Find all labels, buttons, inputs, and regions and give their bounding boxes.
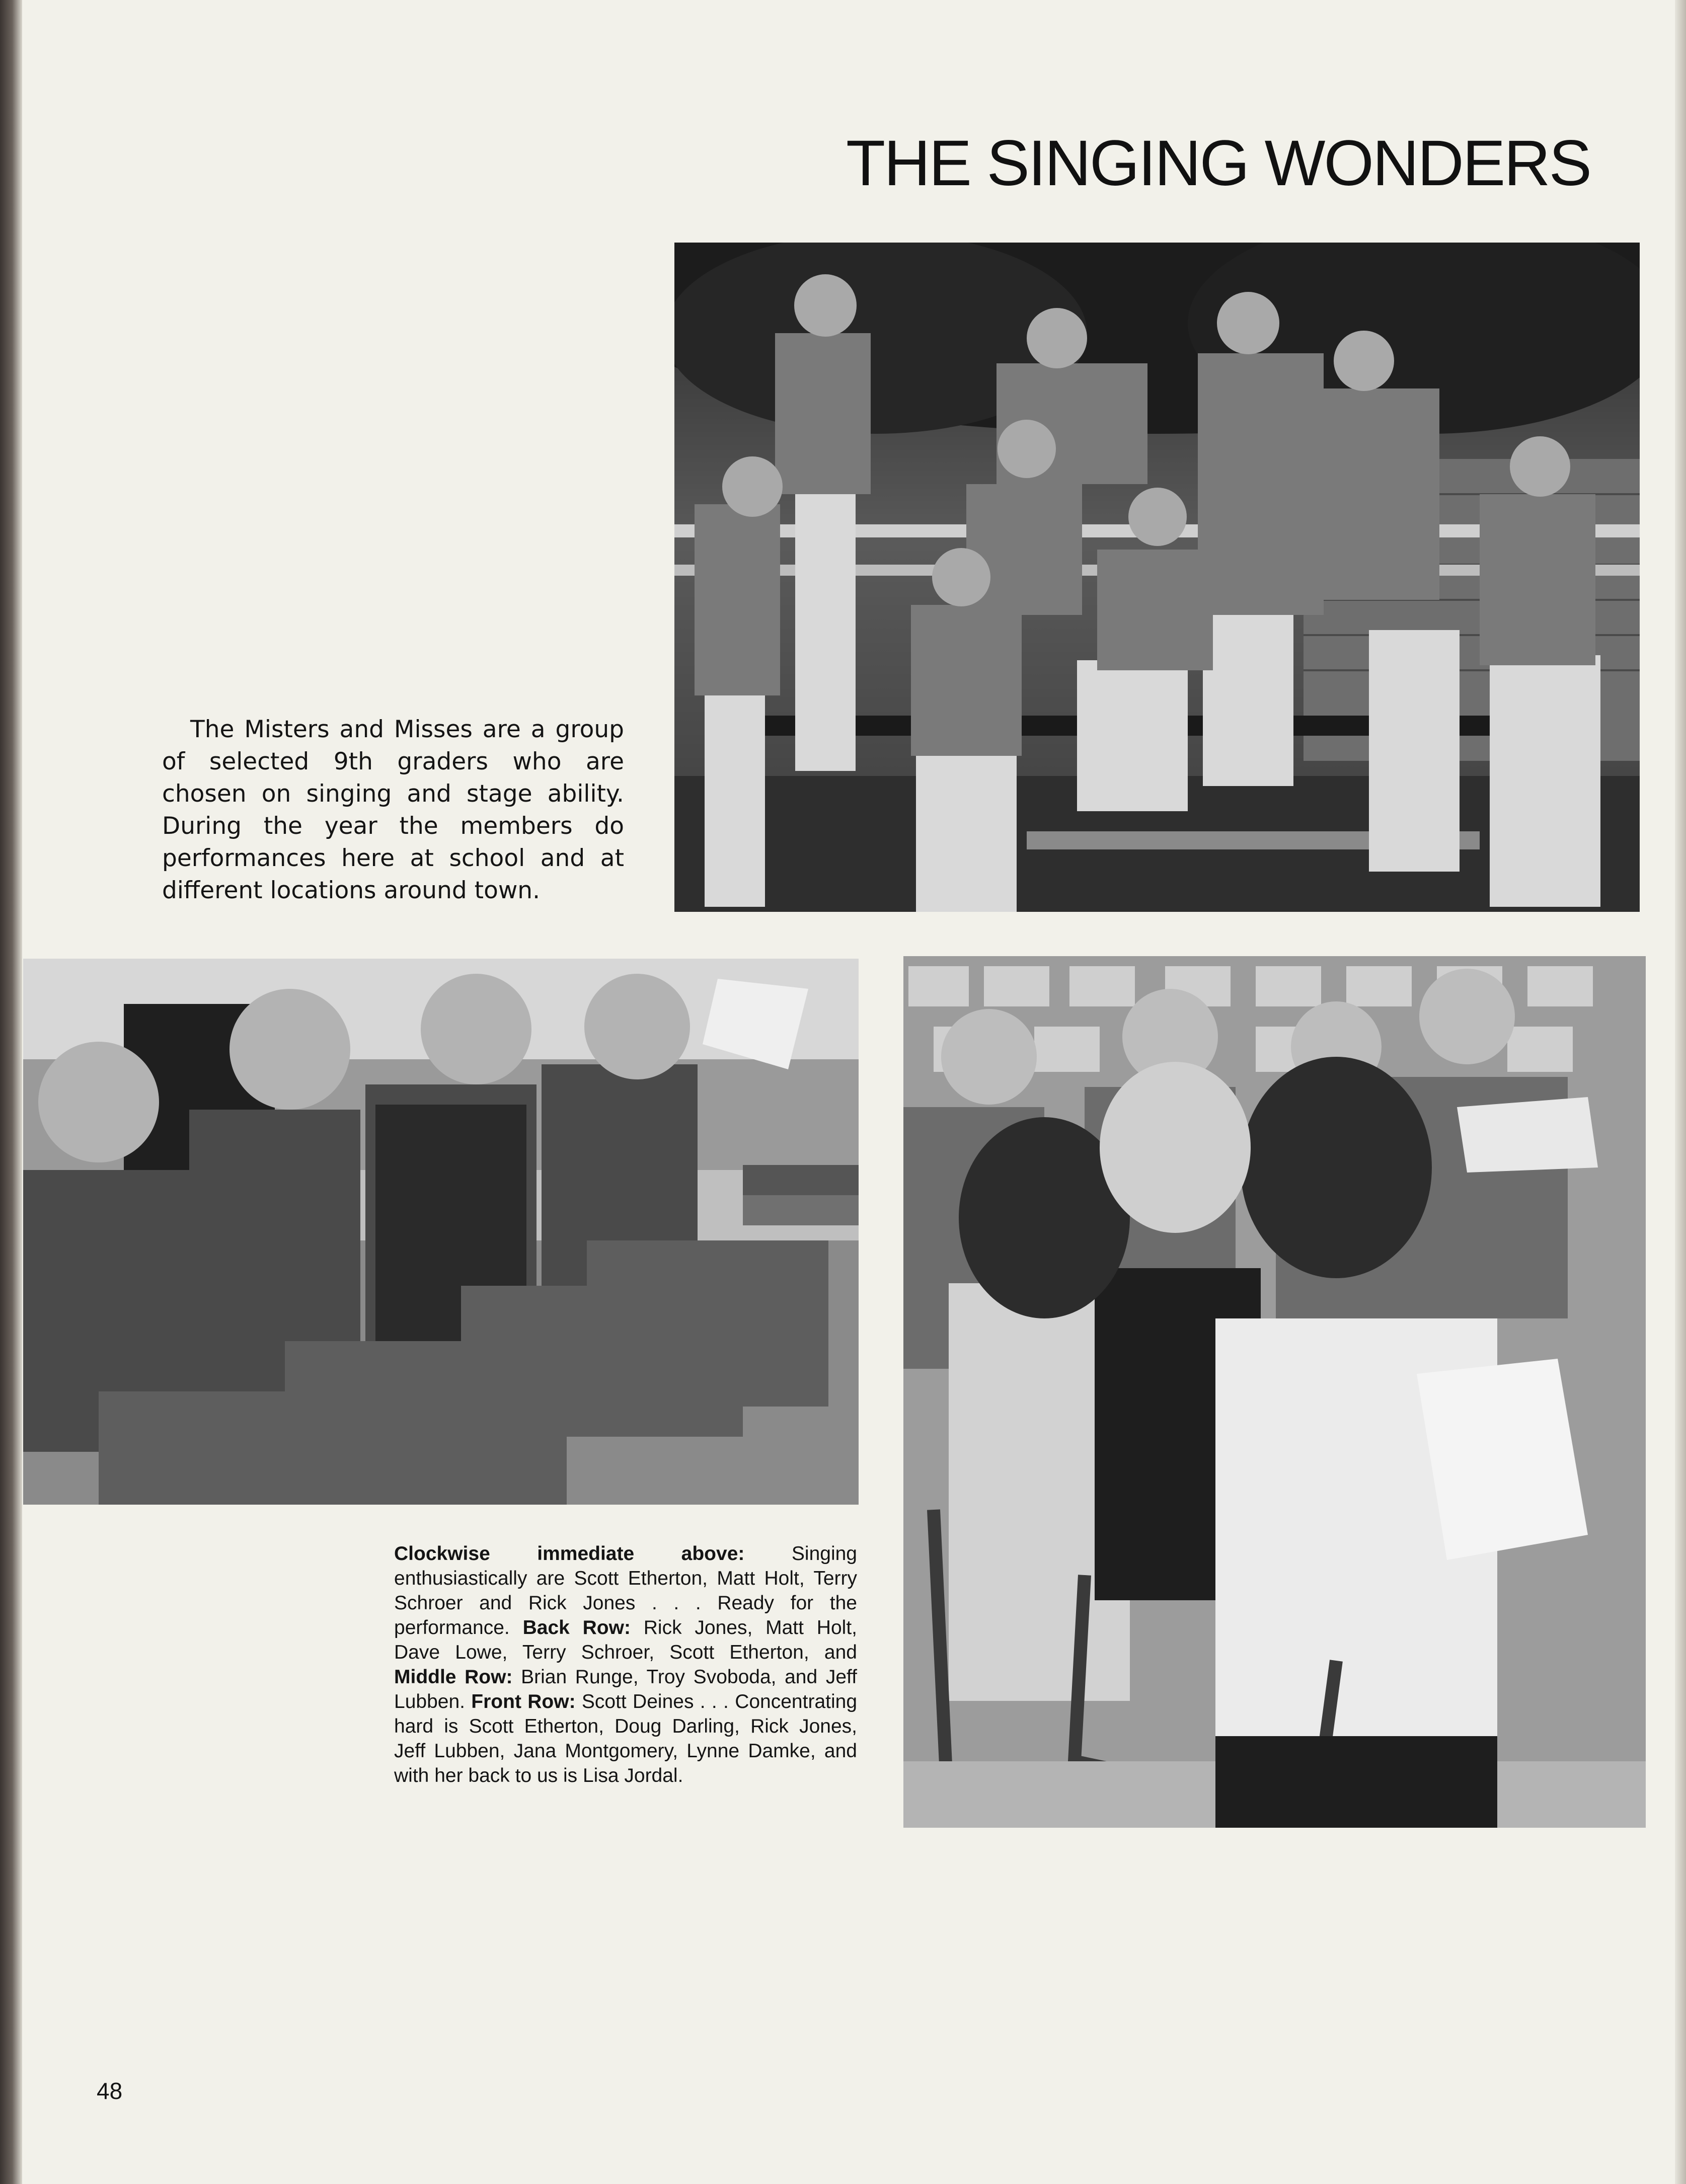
caption-text-back-row: Rick Jones, Matt Holt, Dave Lowe, Terry Schroer, Scott Etherton, and bbox=[394, 1617, 857, 1663]
caption-label-back-row: Back Row: bbox=[522, 1617, 631, 1639]
page-number: 48 bbox=[97, 2078, 123, 2104]
group-photo bbox=[674, 243, 1640, 912]
caption-text-middle-row: Brian Runge, Troy Svoboda, and Jeff Lubben. bbox=[394, 1666, 857, 1712]
intro-paragraph: The Misters and Misses are a group of selected 9th graders who are chosen on singing and stage ability. During the year the members do performances here at school and at different locations around town. bbox=[162, 716, 624, 904]
caption-label-front-row: Front Row: bbox=[471, 1691, 576, 1712]
caption-label-clockwise: Clockwise immediate above: bbox=[394, 1543, 745, 1565]
caption-label-middle-row: Middle Row: bbox=[394, 1666, 513, 1688]
page-title: THE SINGING WONDERS bbox=[846, 127, 1590, 199]
rehearsal-photo bbox=[903, 956, 1646, 1828]
binding-edge bbox=[0, 0, 22, 2184]
singing-photo bbox=[23, 959, 859, 1505]
page-edge bbox=[1675, 0, 1686, 2184]
photo-caption bbox=[394, 1541, 857, 1788]
caption-text-front-row: Scott Deines . . . Concentrating hard is Scott Etherton, Doug Darling, Rick Jones, Jeff Lubben, Jana Montgomery, Lynne Damke, and with her back to us is Lisa Jordal. bbox=[394, 1691, 858, 1786]
caption-text-clockwise: Singing enthusiastically are Scott Etherton, Matt Holt, Terry Schroer and Rick Jones . . . Ready for the performance. bbox=[394, 1543, 857, 1639]
